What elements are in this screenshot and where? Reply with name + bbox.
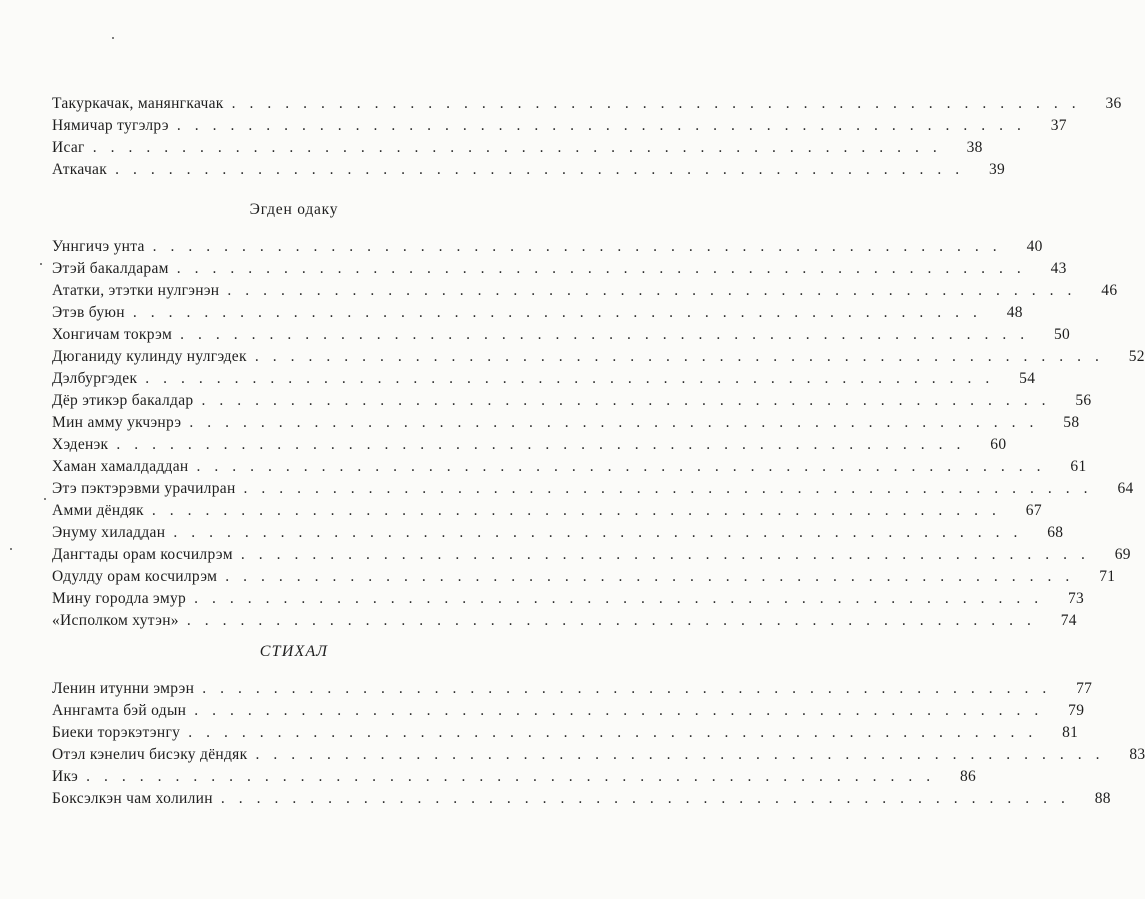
entry-page: 64 bbox=[1117, 480, 1134, 497]
toc-entry bbox=[52, 788, 1111, 810]
entry-title: Хэденэк bbox=[52, 436, 109, 453]
leader-dots: ................................................ bbox=[132, 304, 991, 321]
leader-dots: ................................................ bbox=[231, 95, 1090, 112]
entry-page: 60 bbox=[990, 436, 1007, 453]
leader-dots: ................................................ bbox=[220, 790, 1079, 807]
print-speck bbox=[40, 263, 42, 265]
toc-entry bbox=[52, 478, 1134, 500]
entry-page: 77 bbox=[1076, 680, 1093, 697]
entry-title: Биеки торэкэтэнгу bbox=[52, 724, 181, 741]
entry-page: 40 bbox=[1026, 238, 1043, 255]
toc-entry bbox=[52, 159, 1006, 181]
toc-entry bbox=[52, 280, 1118, 302]
leader-dots: ................................................ bbox=[227, 282, 1086, 299]
entry-page: 58 bbox=[1063, 414, 1080, 431]
entry-title: Дангтады орам косчилрэм bbox=[52, 546, 233, 563]
leader-dots: ................................................ bbox=[151, 502, 1010, 519]
toc-entry bbox=[52, 522, 1064, 544]
entry-page: 36 bbox=[1105, 95, 1122, 112]
leader-dots: ................................................ bbox=[240, 546, 1099, 563]
entry-page: 37 bbox=[1050, 117, 1067, 134]
toc-entry bbox=[52, 722, 1079, 744]
entry-page: 48 bbox=[1006, 304, 1023, 321]
entry-page: 81 bbox=[1062, 724, 1079, 741]
entry-page: 83 bbox=[1129, 746, 1145, 763]
entry-title: Этэй бакалдарам bbox=[52, 260, 169, 277]
entry-title: Боксэлкэн чам холилин bbox=[52, 790, 213, 807]
toc-section-3 bbox=[52, 678, 1145, 810]
entry-title: Дюганиду кулинду нулгэдек bbox=[52, 348, 247, 365]
entry-title: Ататки, этэтки нулгэнэн bbox=[52, 282, 220, 299]
toc-entry bbox=[52, 434, 1007, 456]
leader-dots: ................................................ bbox=[176, 260, 1035, 277]
entry-page: 46 bbox=[1101, 282, 1118, 299]
entry-page: 38 bbox=[966, 139, 983, 156]
leader-dots: ................................................ bbox=[194, 590, 1053, 607]
leader-dots: ................................................ bbox=[176, 117, 1035, 134]
entry-title: Этэв буюн bbox=[52, 304, 125, 321]
leader-dots: ................................................ bbox=[173, 524, 1032, 541]
toc-entry bbox=[52, 678, 1093, 700]
toc-entry bbox=[52, 93, 1122, 115]
leader-dots: ................................................ bbox=[243, 480, 1102, 497]
toc-entry bbox=[52, 368, 1036, 390]
entry-title: Исаг bbox=[52, 139, 85, 156]
leader-dots: ................................................ bbox=[188, 724, 1047, 741]
entry-page: 50 bbox=[1053, 326, 1071, 343]
leader-dots: ................................................ bbox=[201, 392, 1060, 409]
leader-dots: ................................................ bbox=[196, 458, 1055, 475]
entry-page: 69 bbox=[1114, 546, 1131, 563]
entry-title: Энуму хиладдан bbox=[52, 524, 166, 541]
toc-entry bbox=[52, 324, 1071, 346]
entry-page: 39 bbox=[988, 161, 1006, 178]
entry-title: Ленин итунни эмрэн bbox=[52, 680, 195, 697]
section-heading: Эгден одаку bbox=[249, 201, 339, 218]
print-speck bbox=[112, 37, 114, 39]
toc-entry bbox=[52, 700, 1085, 722]
leader-dots: ................................................ bbox=[92, 139, 951, 156]
entry-title: Аткачак bbox=[52, 161, 108, 178]
entry-title: Дёр этикэр бакалдар bbox=[52, 392, 194, 409]
leader-dots: ................................................ bbox=[202, 680, 1061, 697]
entry-page: 52 bbox=[1128, 348, 1145, 365]
entry-title: Мину городла эмур bbox=[52, 590, 187, 607]
leader-dots: ................................................ bbox=[255, 746, 1114, 763]
leader-dots: ................................................ bbox=[225, 568, 1084, 585]
entry-title: Амми дёндяк bbox=[52, 502, 144, 519]
print-speck bbox=[10, 548, 12, 550]
entry-title: Уннгичэ унта bbox=[52, 238, 145, 255]
entry-title: Аннгамта бэй одын bbox=[52, 702, 187, 719]
toc-section-2 bbox=[52, 236, 1145, 632]
toc-entry bbox=[52, 566, 1116, 588]
leader-dots: ................................................ bbox=[189, 414, 1048, 431]
entry-page: 73 bbox=[1067, 590, 1085, 607]
leader-dots: ................................................ bbox=[180, 326, 1039, 343]
entry-title: Мин амму укчэнрэ bbox=[52, 414, 182, 431]
leader-dots: ................................................ bbox=[86, 768, 945, 785]
entry-title: Хаман хамалдаддан bbox=[52, 458, 189, 475]
leader-dots: ................................................ bbox=[115, 161, 974, 178]
entry-page: 54 bbox=[1019, 370, 1036, 387]
leader-dots: ................................................ bbox=[116, 436, 975, 453]
toc-entry bbox=[52, 456, 1087, 478]
toc-entry bbox=[52, 137, 983, 159]
leader-dots: ................................................ bbox=[145, 370, 1004, 387]
entry-title: Такуркачак, манянгкачак bbox=[52, 95, 224, 112]
entry-title: Одулду орам косчилрэм bbox=[52, 568, 218, 585]
entry-title: Икэ bbox=[52, 768, 79, 785]
entry-title: Хонгичам токрэм bbox=[52, 326, 173, 343]
toc-entry bbox=[52, 544, 1131, 566]
toc-entry bbox=[52, 412, 1080, 434]
leader-dots: ................................................ bbox=[254, 348, 1113, 365]
entry-title: Отэл кэнелич бисэку дёндяк bbox=[52, 746, 248, 763]
toc-entry bbox=[52, 236, 1043, 258]
entry-title: Дэлбургэдек bbox=[52, 370, 138, 387]
entry-page: 43 bbox=[1050, 260, 1067, 277]
leader-dots: ................................................ bbox=[152, 238, 1011, 255]
entry-page: 67 bbox=[1025, 502, 1042, 519]
toc-entry bbox=[52, 258, 1067, 280]
entry-title: Нямичар тугэлрэ bbox=[52, 117, 169, 134]
entry-page: 79 bbox=[1068, 702, 1085, 719]
entry-title: Этэ пэктэрэвми урачилран bbox=[52, 480, 236, 497]
toc-entry bbox=[52, 115, 1067, 137]
leader-dots: ................................................ bbox=[194, 702, 1053, 719]
toc-entry bbox=[52, 302, 1023, 324]
entry-page: 61 bbox=[1070, 458, 1087, 475]
toc-entry bbox=[52, 610, 1077, 632]
entry-page: 71 bbox=[1099, 568, 1116, 585]
print-speck bbox=[44, 498, 46, 500]
entry-title: «Исполком хутэн» bbox=[52, 612, 179, 629]
entry-page: 68 bbox=[1047, 524, 1064, 541]
entry-page: 74 bbox=[1060, 612, 1077, 629]
section-heading: СТИХАЛ bbox=[259, 643, 329, 660]
toc-entry bbox=[52, 500, 1042, 522]
toc-section-1 bbox=[52, 93, 1122, 181]
toc-entry bbox=[52, 390, 1092, 412]
toc-entry bbox=[52, 588, 1085, 610]
toc-entry bbox=[52, 744, 1145, 766]
toc-entry bbox=[52, 766, 977, 788]
entry-page: 88 bbox=[1094, 790, 1111, 807]
leader-dots: ................................................ bbox=[186, 612, 1045, 629]
entry-page: 56 bbox=[1075, 392, 1092, 409]
entry-page: 86 bbox=[959, 768, 977, 785]
toc-entry bbox=[52, 346, 1145, 368]
